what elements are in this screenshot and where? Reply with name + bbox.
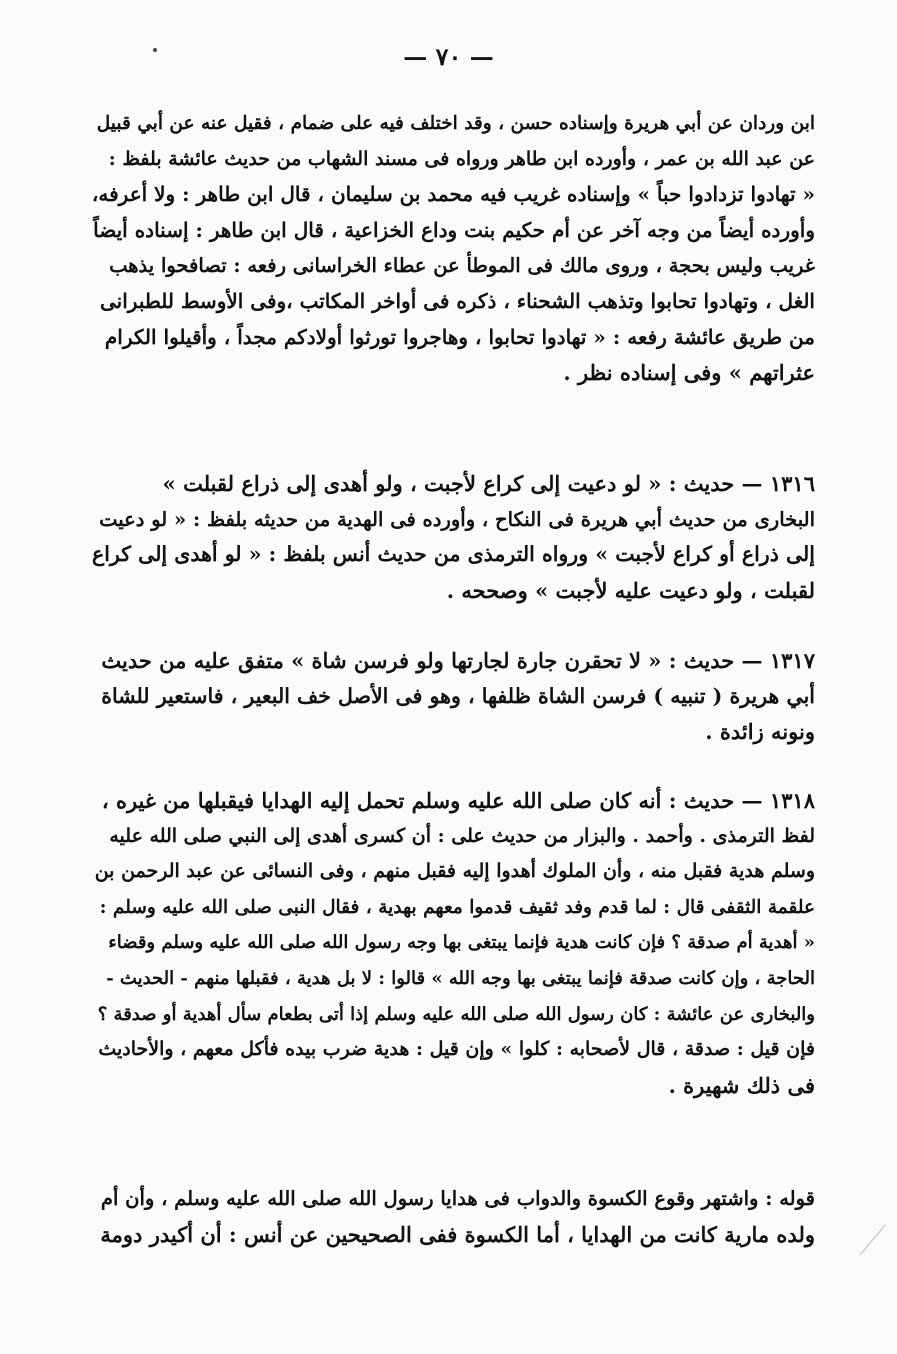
hadith-1318 bbox=[92, 783, 815, 1103]
text-line: ونونه زائدة . bbox=[705, 719, 815, 745]
margin-mark bbox=[859, 1224, 885, 1255]
text-line: إلى ذراع أو كراع لأجبت » ورواه الترمذى من حديث أنس بلفظ : « لو أهدى إلى كراع bbox=[92, 542, 815, 567]
text-line: قوله : واشتهر وقوع الكسوة والدواب فى هدايا رسول الله صلى الله عليه وسلم ، وأن أم bbox=[100, 1187, 815, 1210]
text-line: عن عبد الله بن عمر ، وأورده ابن طاهر ورواه فى مسند الشهاب من حديث عائشة بلفظ : bbox=[108, 147, 815, 170]
hadith-heading-line: ١٣١٨ — حديث : أنه كان صلى الله عليه وسلم تحمل إليه الهدايا فيقبلها من غيره ، bbox=[101, 788, 815, 813]
page-number: — ٧٠ — bbox=[403, 42, 494, 71]
text-line: لقبلت ، ولو دعيت عليه لأجبت » وصححه . bbox=[446, 577, 815, 603]
text-line: الحاجة ، وإن كانت صدقة فإنما يبتغى بها وجه الله » قالوا : لا بل هدية ، فقبلها منهم - الحديث - bbox=[106, 967, 815, 989]
text-line: من طريق عائشة رفعه : « تهادوا تحابوا ، وهاجروا تورثوا أولادكم مجداً ، وأقيلوا الكرام bbox=[104, 324, 815, 349]
paragraph-qawluhu bbox=[92, 1181, 815, 1252]
text-line: عثراتهم » وفى إسناده نظر . bbox=[563, 360, 815, 386]
hadith-1316 bbox=[92, 466, 815, 608]
hadith-heading-line: ١٣١٦ — حديث : « لو دعيت إلى كراع لأجبت ، ولو أهدى إلى ذراع لقبلت » bbox=[162, 471, 815, 496]
text-line: والبخارى عن عائشة : كان رسول الله صلى الله عليه وسلم إذا أتى بطعام سأل أهدية أو صدقة ؟ bbox=[97, 1003, 815, 1025]
text-line: فى ذلك شهيرة . bbox=[668, 1072, 815, 1098]
text-line: « أهدية أم صدقة ؟ فإن كانت هدية فإنما يبتغى بها وجه رسول الله صلى الله عليه وسلم وقضاء bbox=[108, 932, 815, 954]
text-line: ابن وردان عن أبي هريرة وإسناده حسن ، وقد اختلف فيه على ضمام ، فقيل عنه عن أبي قبيل bbox=[96, 113, 815, 134]
text-line: الغل ، وتهادوا تحابوا وتذهب الشحناء ، ذكره فى أواخر المكاتب ،وفى الأوسط للطبرانى bbox=[100, 288, 815, 313]
hadith-1317 bbox=[92, 643, 815, 750]
text-line: وأورده أيضاً من وجه آخر عن أم حكيم بنت وداع الخزاعية ، قال ابن طاهر : إسناده أيضاً bbox=[93, 217, 815, 242]
ink-speck bbox=[153, 48, 157, 52]
text-line: لفظ الترمذى . وأحمد . والبزار من حديث على : أن كسرى أهدى إلى النبي صلى الله عليه bbox=[109, 824, 815, 847]
text-line: وسلم هدية فقبل منه ، وأن الملوك أهدوا إليه فقبل منهم ، وفى النسائى عن عبد الرحمن بن bbox=[94, 860, 815, 883]
paragraph-intro bbox=[92, 106, 815, 391]
text-line: البخارى من حديث أبي هريرة فى النكاح ، وأورده فى الهدية من حديثه بلفظ : « لو دعيت bbox=[99, 507, 815, 531]
hadith-heading-line: ١٣١٧ — حديث : « لا تحقرن جارة لجارتها ولو فرسن شاة » متفق عليه من حديث bbox=[101, 648, 815, 673]
text-line: علقمة الثقفى قال : لما قدم وفد ثقيف قدموا معهم بهدية ، فقال النبى صلى الله عليه وسلم : bbox=[99, 896, 815, 918]
text-line: غريب وليس بحجة ، وروى مالك فى الموطأ عن عطاء الخراسانى رفعه : تصافحوا يذهب bbox=[109, 254, 815, 278]
text-line: ولده مارية كانت من الهدايا ، أما الكسوة ففى الصحيحين عن أنس : أن أكيدر دومة bbox=[100, 1221, 815, 1247]
text-line: أبي هريرة ( تنبيه ) فرسن الشاة ظلفها ، وهو فى الأصل خف البعير ، فاستعير للشاة bbox=[101, 683, 815, 708]
text-line: « تهادوا تزدادوا حباً » وإسناده غريب فيه محمد بن سليمان ، قال ابن طاهر : ولا أعرفه، bbox=[92, 182, 815, 207]
text-line: فإن قيل : صدقة ، قال لأصحابه : كلوا » وإن قيل : هدية ضرب بيده فأكل معهم ، والأحاديث bbox=[98, 1038, 815, 1061]
